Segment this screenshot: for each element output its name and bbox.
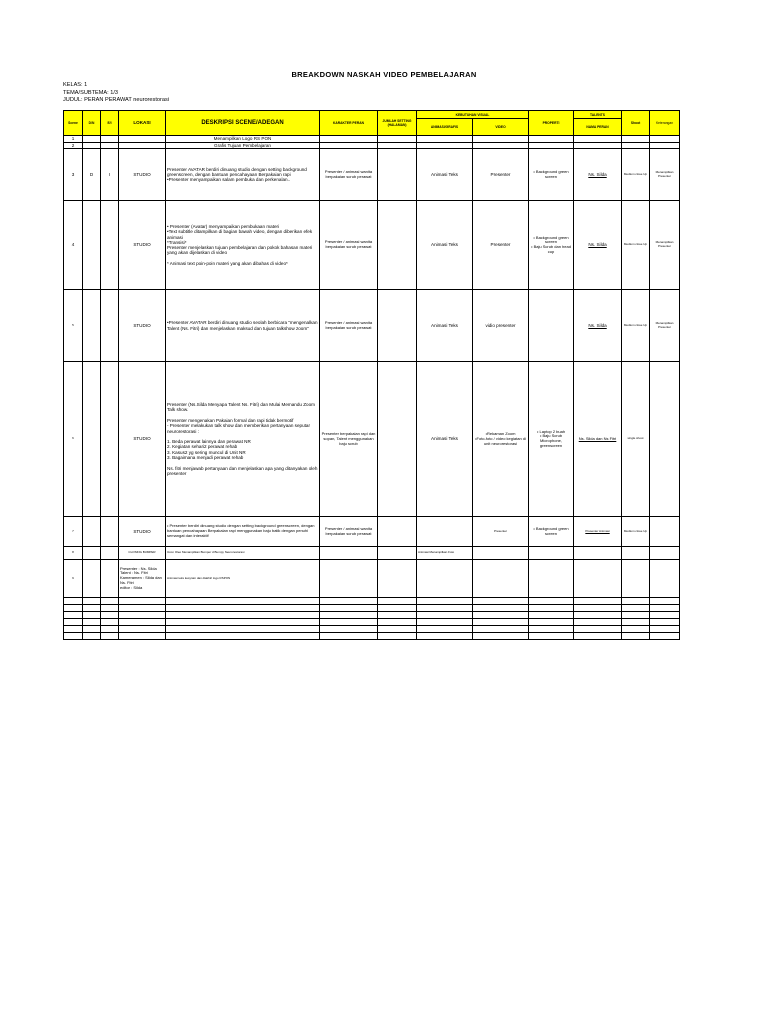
cell-nama: Ns. Silda	[574, 201, 622, 290]
cell-properti: • Background green screen	[529, 149, 574, 201]
col-header-scene: Scene	[64, 111, 83, 136]
cell-shoot	[622, 136, 650, 143]
col-header-deskripsi: DESKRIPSI SCENE/ADEGAN	[166, 111, 320, 136]
cell-scene: 4	[64, 201, 83, 290]
table-row	[64, 547, 680, 560]
cell-dn	[83, 560, 101, 598]
meta-kelas: KELAS: 1	[63, 82, 88, 88]
cell-scene: 9	[64, 560, 83, 598]
cell-scene: 5	[64, 290, 83, 362]
cell-scene: 3	[64, 149, 83, 201]
cell-nama: Ns. Silda	[574, 149, 622, 201]
cell-ei	[101, 136, 119, 143]
empty-row	[64, 612, 680, 619]
cell-video: Presenter	[473, 149, 529, 201]
cell-deskripsi: Presenter (Ns.Silda Menyapa Talent Ns. Fitri) dan Mulai Memandu Zoom Talk show. Presenter mengenakan Pakaian formal dan rapi tidak bermotif - Presenter melakukan talk show dan memberikan pertanyaan seputar neurorestorasi : 1. Beda perawat lainnya dan perawat NR 2. Kegiatan sehari2 perawat rehab 3. Kasus2 yg sering muncul di Unit NR 3. Bagaimana menjadi perawat rehab Ns. fitri menjawab pertanyaan dan menjelaskan apa yang ditanyakan oleh presenter	[166, 362, 320, 517]
table-row	[64, 142, 680, 149]
col-header-lokasi: LOKASI	[119, 111, 166, 136]
cell-dn	[83, 547, 101, 560]
cell-dn	[83, 136, 101, 143]
cell-properti	[529, 136, 574, 143]
cell-lokasi: STUDIO	[119, 517, 166, 547]
cell-ket: Menampilkan Presenter	[650, 290, 680, 362]
cell-nama: Ns. Silda	[574, 290, 622, 362]
cell-ket	[650, 142, 680, 149]
cell-shoot: Medium close Up	[622, 517, 650, 547]
cell-dn	[83, 201, 101, 290]
cell-deskripsi: Grafis Tujuan Pembelajaran	[166, 142, 320, 149]
cell-jumlah	[378, 362, 417, 517]
cell-deskripsi: • Presenter (Avatar) menyampaikan pembukaan materi •Text subtitle ditampilkan di bagian bawah video, dengan diberikan efek animasi *Transisi* Presenter menjelaskan tujuan pembelajaran dan pokok bahasan materi yang akan dijelaskan di video * Animasi text poin-poin materi yang akan dibahas di video*	[166, 201, 320, 290]
cell-deskripsi: Ucon Oleo Menampilkan Bumper d Bumpy Neurorestorasi	[166, 547, 320, 560]
cell-animasi: Animasi Teks	[417, 290, 473, 362]
cell-dn: D	[83, 149, 101, 201]
cell-ei	[101, 547, 119, 560]
table-row	[64, 290, 680, 362]
col-header-dn: D/N	[83, 111, 101, 136]
cell-dn	[83, 362, 101, 517]
table-row	[64, 136, 680, 143]
cell-shoot	[622, 560, 650, 598]
cell-nama: Ns. Silda dan Ns Fitri	[574, 362, 622, 517]
cell-video: Presenter	[473, 517, 529, 547]
cell-deskripsi: Animasi teks kesyrain dan diakhiri logo RSPON	[166, 560, 320, 598]
cell-scene: 1	[64, 136, 83, 143]
cell-properti: • Laptop 2 buah • Baju Scrub Microphone, greenscreen	[529, 362, 574, 517]
cell-lokasi: CLOSING BUMPER	[119, 547, 166, 560]
cell-video	[473, 560, 529, 598]
cell-properti	[529, 560, 574, 598]
cell-lokasi: STUDIO	[119, 290, 166, 362]
cell-ket	[650, 136, 680, 143]
cell-animasi	[417, 136, 473, 143]
table-row	[64, 149, 680, 201]
cell-lokasi: STUDIO	[119, 149, 166, 201]
empty-row	[64, 605, 680, 612]
empty-row	[64, 626, 680, 633]
cell-karakter	[320, 560, 378, 598]
meta-tema: TEMA/SUBTEMA: 1/3	[63, 89, 119, 96]
col-header-kebutuhan-visual: KEBUTUHAN VISUAL	[417, 111, 529, 119]
cell-animasi	[417, 517, 473, 547]
cell-lokasi: STUDIO	[119, 201, 166, 290]
col-header-karakter: KARAKTER PERAN	[320, 111, 378, 136]
cell-ei	[101, 290, 119, 362]
cell-ei: I	[101, 149, 119, 201]
col-header-nama-peran: NAMA PERAN	[574, 119, 622, 136]
cell-ket: Menampilkan Presenter	[650, 149, 680, 201]
cell-karakter	[320, 136, 378, 143]
cell-deskripsi: •Presenter AVATAR berdiri dinuang studio seolah berbicara "mengenalkan Talent (Ns. Fitri) dan menjelaskan maksud dan tujuan talkshow zoom"	[166, 290, 320, 362]
col-header-shoot: Shoot	[622, 111, 650, 136]
cell-animasi	[417, 142, 473, 149]
cell-scene: 8	[64, 547, 83, 560]
cell-ei	[101, 362, 119, 517]
empty-row	[64, 619, 680, 626]
meta-judul: JUDUL: PERAN PERAWAT neurorestorasi	[63, 97, 169, 103]
cell-dn	[83, 517, 101, 547]
cell-jumlah	[378, 142, 417, 149]
cell-ei	[101, 560, 119, 598]
cell-animasi	[417, 560, 473, 598]
cell-shoot: Medium close Up	[622, 290, 650, 362]
cell-animasi: Animasi Menampilkan Foto	[417, 547, 473, 560]
empty-row	[64, 633, 680, 640]
cell-video	[473, 142, 529, 149]
cell-nama: Presenter Animasi	[574, 517, 622, 547]
cell-properti	[529, 142, 574, 149]
cell-karakter: Presenter / animasi wanita berpakaian scrub perawat	[320, 149, 378, 201]
cell-scene: 6	[64, 362, 83, 517]
cell-properti: • Background green screen	[529, 517, 574, 547]
cell-animasi: Animasi Teks	[417, 149, 473, 201]
cell-jumlah	[378, 560, 417, 598]
breakdown-table	[63, 110, 680, 640]
cell-properti: • Background green screen • Baju Scrub dan head cup	[529, 201, 574, 290]
cell-karakter: Presenter / animasi wanita berpakaian scrub perawat	[320, 201, 378, 290]
cell-video: •Rekaman Zoom •Foto-foto / video kegiatan di unit neurorestorasi	[473, 362, 529, 517]
table-row	[64, 517, 680, 547]
cell-nama	[574, 142, 622, 149]
cell-nama	[574, 547, 622, 560]
cell-ket	[650, 547, 680, 560]
cell-jumlah	[378, 517, 417, 547]
cell-video	[473, 547, 529, 560]
cell-karakter	[320, 547, 378, 560]
cell-video	[473, 136, 529, 143]
cell-karakter: Presenter berpakaian rapi dan sopan, Talent menggunakan baju scrub	[320, 362, 378, 517]
cell-ket	[650, 362, 680, 517]
cell-shoot: single shoot	[622, 362, 650, 517]
cell-ei	[101, 517, 119, 547]
cell-nama	[574, 136, 622, 143]
cell-properti	[529, 547, 574, 560]
cell-ket: Menampilkan Presenter	[650, 201, 680, 290]
cell-animasi: Animasi Teks	[417, 362, 473, 517]
cell-jumlah	[378, 290, 417, 362]
col-header-properti: PROPERTI	[529, 111, 574, 136]
cell-shoot	[622, 142, 650, 149]
cell-dn	[83, 290, 101, 362]
table-row	[64, 362, 680, 517]
cell-video: Presenter	[473, 201, 529, 290]
header-row-1	[64, 111, 680, 119]
col-header-keterangan: Keterangan	[650, 111, 680, 136]
col-header-jumlah: JUMLAH SETTING (HALAMAN)	[378, 111, 417, 136]
col-header-video: VIDEO	[473, 119, 529, 136]
cell-lokasi	[119, 142, 166, 149]
cell-shoot: Medium close Up	[622, 201, 650, 290]
cell-jumlah	[378, 201, 417, 290]
cell-deskripsi: Presenter AVATAR berdiri dinuang studio dengan setting background greenscreen, dengan bantuan pencahayaan Berpakaian rapi •Presenter menyampaikan salam pembuka dan perkenalan..	[166, 149, 320, 201]
cell-ei	[101, 142, 119, 149]
cell-dn	[83, 142, 101, 149]
col-header-talents: TALENTS	[574, 111, 622, 119]
cell-deskripsi: Menampilkan Logo RS PON	[166, 136, 320, 143]
cell-ket	[650, 560, 680, 598]
cell-scene: 7	[64, 517, 83, 547]
cell-lokasi: Presenter : Ns. Silda Talent : Ns. Fitri Kameramen : Silda dan Ns. Fitri editor : Silda	[119, 560, 166, 598]
cell-ket	[650, 517, 680, 547]
cell-lokasi	[119, 136, 166, 143]
cell-ei	[101, 201, 119, 290]
cell-jumlah	[378, 149, 417, 201]
cell-nama	[574, 560, 622, 598]
cell-karakter: Presenter / animasi wanita berpakaian scrub perawat	[320, 517, 378, 547]
cell-video: vidio presenter	[473, 290, 529, 362]
col-header-animasi: ANIMASI/GRAFIS	[417, 119, 473, 136]
cell-properti	[529, 290, 574, 362]
table-row	[64, 201, 680, 290]
col-header-ei: E/I	[101, 111, 119, 136]
cell-animasi: Animasi Teks	[417, 201, 473, 290]
document-title: BREAKDOWN NASKAH VIDEO PEMBELAJARAN	[291, 70, 477, 79]
cell-shoot: Medium close Up	[622, 149, 650, 201]
cell-jumlah	[378, 547, 417, 560]
table-row	[64, 560, 680, 598]
cell-deskripsi: • Presenter berdiri dinuang studio dengan setting background greenscreen, dengan bantuan pencahayaan Berpakaian rapi menggunakan baju batik dengan penuhi semangat dan interaktif	[166, 517, 320, 547]
empty-row	[64, 598, 680, 605]
cell-jumlah	[378, 136, 417, 143]
cell-scene: 2	[64, 142, 83, 149]
cell-karakter: Presenter / animasi wanita berpakaian scrub perawat	[320, 290, 378, 362]
cell-karakter	[320, 142, 378, 149]
cell-shoot	[622, 547, 650, 560]
cell-lokasi: STUDIO	[119, 362, 166, 517]
